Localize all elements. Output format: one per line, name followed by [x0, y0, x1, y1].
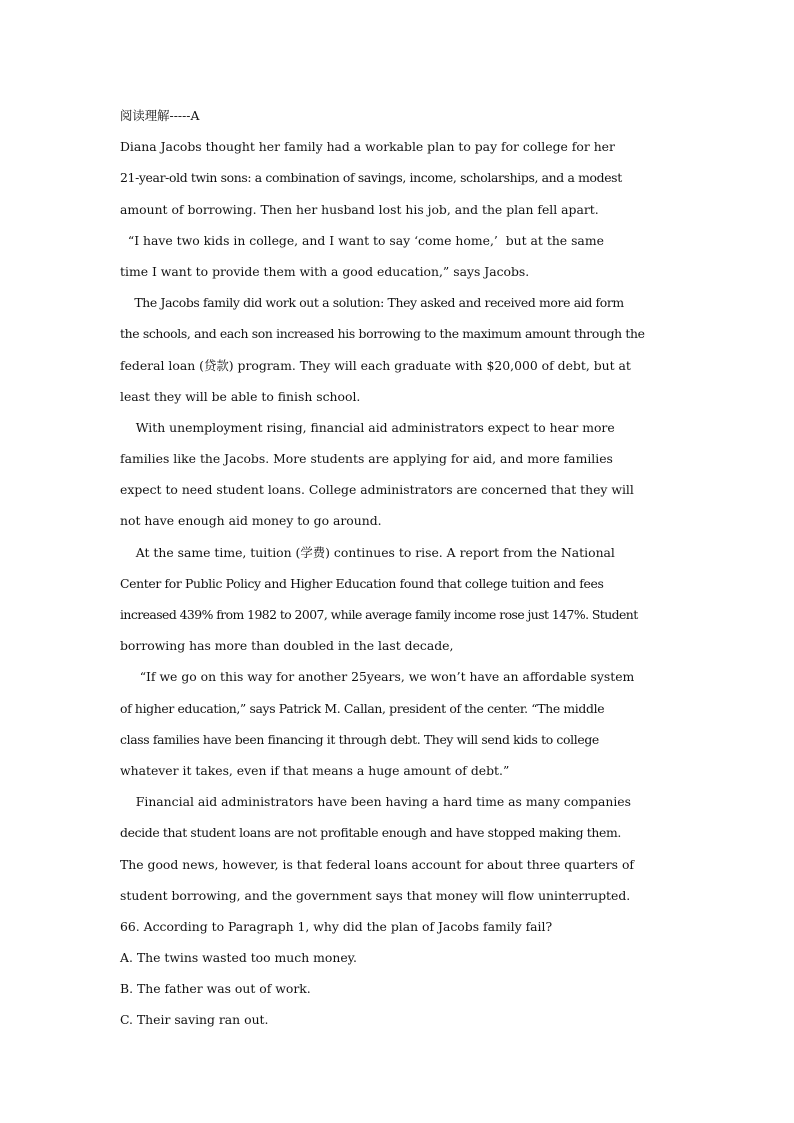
passage-line: federal loan (贷款) program. They will each graduate with $20,000 of debt, but at — [120, 357, 631, 373]
passage-line: The Jacobs family did work out a solution: They asked and received more aid form — [120, 295, 624, 311]
answer-option: B. The father was out of work. — [120, 981, 311, 997]
passage-line: “I have two kids in college, and I want to say ‘come home,’ but at the same — [120, 232, 604, 248]
passage-line: borrowing has more than doubled in the last decade, — [120, 638, 454, 654]
passage-line: class families have been financing it through debt. They will send kids to college — [120, 731, 599, 747]
passage-line: whatever it takes, even if that means a huge amount of debt.” — [120, 762, 510, 778]
answer-option: C. Their saving ran out. — [120, 1012, 269, 1028]
question-stem: 66. According to Paragraph 1, why did the plan of Jacobs family fail? — [120, 918, 553, 934]
passage-line: At the same time, tuition (学费) continues to rise. A report from the National — [120, 544, 615, 560]
passage-line: families like the Jacobs. More students are applying for aid, and more families — [120, 451, 613, 467]
passage-line: Financial aid administrators have been having a hard time as many companies — [120, 794, 631, 810]
passage-line: Center for Public Policy and Higher Education found that college tuition and fees — [120, 575, 604, 591]
passage-line: the schools, and each son increased his borrowing to the maximum amount through the — [120, 326, 645, 342]
reading-passage — [120, 100, 690, 1036]
section-heading: 阅读理解-----A — [120, 108, 200, 123]
passage-line: decide that student loans are not profitable enough and have stopped making them. — [120, 825, 621, 841]
passage-line: 21-year-old twin sons: a combination of savings, income, scholarships, and a modest — [120, 170, 622, 186]
passage-line: expect to need student loans. College administrators are concerned that they will — [120, 482, 634, 498]
passage-line: Diana Jacobs thought her family had a workable plan to pay for college for her — [120, 139, 615, 155]
passage-line: “If we go on this way for another 25years, we won’t have an affordable system — [120, 669, 635, 685]
passage-line: With unemployment rising, financial aid administrators expect to hear more — [120, 419, 615, 435]
passage-line: of higher education,” says Patrick M. Callan, president of the center. “The middle — [120, 700, 605, 716]
passage-line: not have enough aid money to go around. — [120, 513, 382, 529]
passage-line: least they will be able to finish school. — [120, 388, 361, 404]
answer-option: A. The twins wasted too much money. — [120, 950, 357, 966]
passage-line: amount of borrowing. Then her husband lost his job, and the plan fell apart. — [120, 201, 599, 217]
passage-line: time I want to provide them with a good education,” says Jacobs. — [120, 263, 530, 279]
passage-line: increased 439% from 1982 to 2007, while average family income rose just 147%. Student — [120, 607, 638, 622]
passage-line: student borrowing, and the government says that money will flow uninterrupted. — [120, 887, 631, 903]
passage-line: The good news, however, is that federal loans account for about three quarters of — [120, 856, 635, 872]
